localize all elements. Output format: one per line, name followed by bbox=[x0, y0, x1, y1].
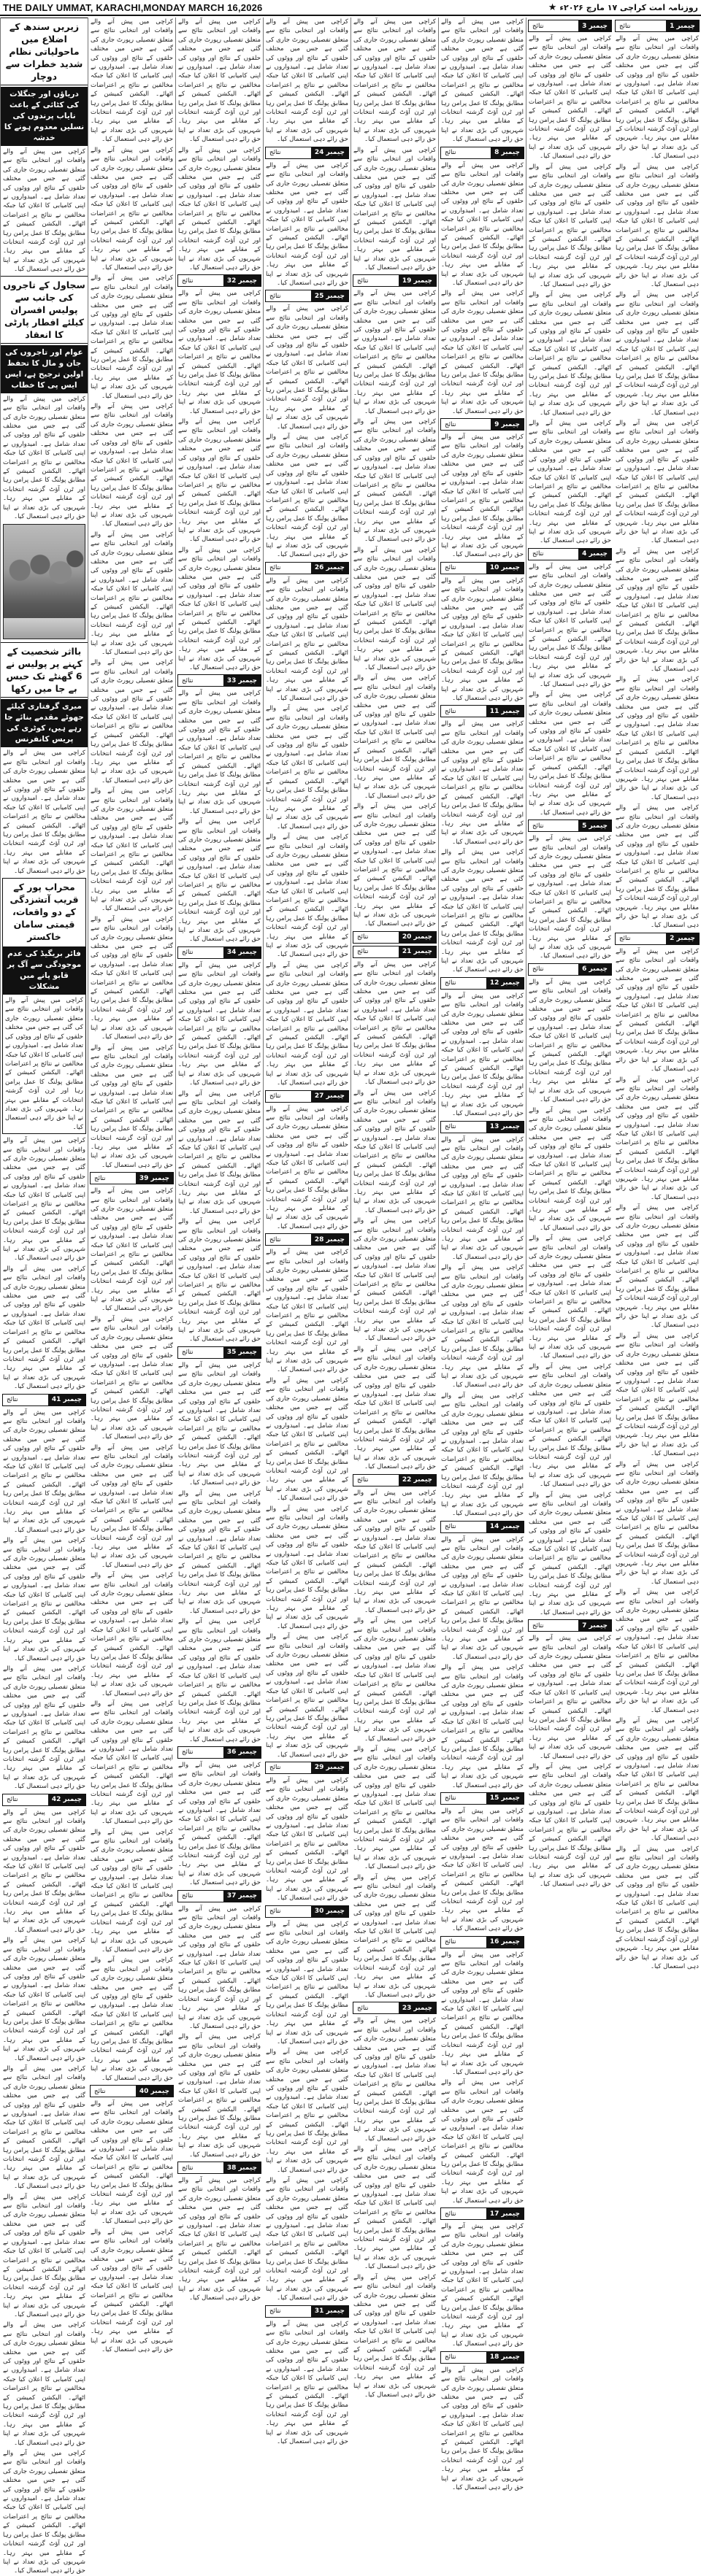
section-heading: چیمبر 15 نتائج bbox=[440, 1792, 524, 1805]
article-text: کراچی میں پیش آنے والے واقعات اور انتخابی نتائج سے متعلق تفصیلی رپورٹ جاری کی گئی ہے جس میں مختلف حلقوں کے نتائج اور ووٹوں کی تعداد شامل ہے۔ امیدواروں نے اپنی کامیابی کا اعلان کیا جبکہ مخالفین نے نتائج پر اعتراضات اٹھائے۔ الیکشن کمیشن کے مطابق پولنگ کا عمل پرامن رہا اور ٹرن آؤٹ گزشتہ انتخابات کے مقابلے میں بہتر رہا۔ شہریوں کی بڑی تعداد نے اپنا حق رائے دہی استعمال کیا۔ کراچی میں پیش آنے والے واقعات اور انتخابی نتائج سے متعلق تفصیلی رپورٹ جاری کی گئی ہے جس میں مختلف حلقوں کے نتائج اور ووٹوں کی تعداد شامل ہے۔ امیدواروں نے اپنی کامیابی کا اعلان کیا جبکہ مخالفین نے نتائج پر اعتراضات اٹھائے۔ الیکشن کمیشن کے مطابق پولنگ کا عمل پرامن رہا اور ٹرن آؤٹ گزشتہ انتخابات کے مقابلے میں بہتر رہا۔ شہریوں کی بڑی تعداد نے اپنا حق رائے دہی استعمال کیا۔ کراچی میں پیش آنے والے واقعات اور انتخابی نتائج سے متعلق تفصیلی رپورٹ جاری کی گئی ہے جس میں مختلف حلقوں کے نتائج اور ووٹوں کی تعداد شامل ہے۔ امیدواروں نے اپنی کامیابی کا اعلان کیا جبکہ مخالفین نے نتائج پر اعتراضات اٹھائے۔ الیکشن کمیشن کے مطابق پولنگ کا عمل پرامن رہا اور ٹرن آؤٹ گزشتہ انتخابات کے مقابلے میں بہتر رہا۔ شہریوں کی بڑی تعداد نے اپنا حق رائے دہی استعمال کیا۔ bbox=[177, 961, 261, 1343]
article-text: کراچی میں پیش آنے والے واقعات اور انتخابی نتائج سے متعلق تفصیلی رپورٹ جاری کی گئی ہے جس میں مختلف حلقوں کے نتائج اور ووٹوں کی تعداد شامل ہے۔ امیدواروں نے اپنی کامیابی کا اعلان کیا جبکہ مخالفین نے نتائج پر اعتراضات اٹھائے۔ الیکشن کمیشن کے مطابق پولنگ کا عمل پرامن رہا اور ٹرن آؤٹ گزشتہ انتخابات کے مقابلے میں بہتر رہا۔ شہریوں کی بڑی تعداد نے اپنا حق رائے دہی استعمال کیا۔ کراچی میں پیش آنے والے واقعات اور انتخابی نتائج سے متعلق تفصیلی رپورٹ جاری کی گئی ہے جس میں مختلف حلقوں کے نتائج اور ووٹوں کی تعداد شامل ہے۔ امیدواروں نے اپنی کامیابی کا اعلان کیا جبکہ مخالفین نے نتائج پر اعتراضات اٹھائے۔ الیکشن کمیشن کے مطابق پولنگ کا عمل پرامن رہا اور ٹرن آؤٹ گزشتہ انتخابات کے مقابلے میں بہتر رہا۔ شہریوں کی بڑی تعداد نے اپنا حق رائے دہی استعمال کیا۔ bbox=[353, 18, 436, 271]
section-heading: چیمبر 23 نتائج bbox=[353, 2002, 437, 2014]
column-7 bbox=[88, 18, 175, 2353]
article-text: کراچی میں پیش آنے والے واقعات اور انتخابی نتائج سے متعلق تفصیلی رپورٹ جاری کی گئی ہے جس میں مختلف حلقوں کے نتائج اور ووٹوں کی تعداد شامل ہے۔ امیدواروں نے اپنی کامیابی کا اعلان کیا جبکہ مخالفین نے نتائج پر اعتراضات اٹھائے۔ الیکشن کمیشن کے مطابق پولنگ کا عمل پرامن رہا اور ٹرن آؤٹ گزشتہ انتخابات کے مقابلے میں بہتر رہا۔ شہریوں کی بڑی تعداد نے اپنا حق رائے دہی استعمال کیا۔ bbox=[265, 1105, 348, 1230]
article-text: کراچی میں پیش آنے والے واقعات اور انتخابی نتائج سے متعلق تفصیلی رپورٹ جاری کی گئی ہے جس میں مختلف حلقوں کے نتائج اور ووٹوں کی تعداد شامل ہے۔ امیدواروں نے اپنی کامیابی کا اعلان کیا جبکہ مخالفین نے نتائج پر اعتراضات اٹھائے۔ الیکشن کمیشن کے مطابق پولنگ کا عمل پرامن رہا اور ٹرن آؤٹ گزشتہ انتخابات کے مقابلے میں بہتر رہا۔ شہریوں کی بڑی تعداد نے اپنا حق رائے دہی استعمال کیا۔ bbox=[440, 2366, 524, 2491]
article-text: کراچی میں پیش آنے والے واقعات اور انتخابی نتائج سے متعلق تفصیلی رپورٹ جاری کی گئی ہے جس میں مختلف حلقوں کے نتائج اور ووٹوں کی تعداد شامل ہے۔ امیدواروں نے اپنی کامیابی کا اعلان کیا جبکہ مخالفین نے نتائج پر اعتراضات اٹھائے۔ الیکشن کمیشن کے مطابق پولنگ کا عمل پرامن رہا اور ٹرن آؤٹ گزشتہ انتخابات کے مقابلے میں بہتر رہا۔ شہریوں کی بڑی تعداد نے اپنا حق رائے دہی استعمال کیا۔ کراچی میں پیش آنے والے واقعات اور انتخابی نتائج سے متعلق تفصیلی رپورٹ جاری کی گئی ہے جس میں مختلف حلقوں کے نتائج اور ووٹوں کی تعداد شامل ہے۔ امیدواروں نے اپنی کامیابی کا اعلان کیا جبکہ مخالفین نے نتائج پر اعتراضات اٹھائے۔ الیکشن کمیشن کے مطابق پولنگ کا عمل پرامن رہا اور ٹرن آؤٹ گزشتہ انتخابات کے مقابلے میں بہتر رہا۔ شہریوں کی بڑی تعداد نے اپنا حق رائے دہی استعمال کیا۔ bbox=[440, 720, 524, 974]
photo-caption-band bbox=[4, 618, 85, 639]
columns bbox=[0, 18, 701, 2575]
article-text: کراچی میں پیش آنے والے واقعات اور انتخابی نتائج سے متعلق تفصیلی رپورٹ جاری کی گئی ہے جس میں مختلف حلقوں کے نتائج اور ووٹوں کی تعداد شامل ہے۔ امیدواروں نے اپنی کامیابی کا اعلان کیا جبکہ مخالفین نے نتائج پر اعتراضات اٹھائے۔ الیکشن کمیشن کے مطابق پولنگ کا عمل پرامن رہا اور ٹرن آؤٹ گزشتہ انتخابات کے مقابلے میں بہتر رہا۔ شہریوں کی بڑی تعداد نے اپنا حق رائے دہی استعمال کیا۔ کراچی میں پیش آنے والے واقعات اور انتخابی نتائج سے متعلق تفصیلی رپورٹ جاری کی گئی ہے جس میں مختلف حلقوں کے نتائج اور ووٹوں کی تعداد شامل ہے۔ امیدواروں نے اپنی کامیابی کا اعلان کیا جبکہ مخالفین نے نتائج پر اعتراضات اٹھائے۔ الیکشن کمیشن کے مطابق پولنگ کا عمل پرامن رہا اور ٹرن آؤٹ گزشتہ انتخابات کے مقابلے میں بہتر رہا۔ شہریوں کی بڑی تعداد نے اپنا حق رائے دہی استعمال کیا۔ کراچی میں پیش آنے والے واقعات اور انتخابی نتائج سے متعلق تفصیلی رپورٹ جاری کی گئی ہے جس میں مختلف حلقوں کے نتائج اور ووٹوں کی تعداد شامل ہے۔ امیدواروں نے اپنی کامیابی کا اعلان کیا جبکہ مخالفین نے نتائج پر اعتراضات اٹھائے۔ الیکشن کمیشن کے مطابق پولنگ کا عمل پرامن رہا اور ٹرن آؤٹ گزشتہ انتخابات کے مقابلے میں بہتر رہا۔ شہریوں کی بڑی تعداد نے اپنا حق رائے دہی استعمال کیا۔ کراچی میں پیش آنے والے واقعات اور انتخابی نتائج سے متعلق تفصیلی رپورٹ جاری کی گئی ہے جس میں مختلف حلقوں کے نتائج اور ووٹوں کی تعداد شامل ہے۔ امیدواروں نے اپنی کامیابی کا اعلان کیا جبکہ مخالفین نے نتائج پر اعتراضات اٹھائے۔ الیکشن کمیشن کے مطابق پولنگ کا عمل پرامن رہا اور ٹرن آؤٹ گزشتہ انتخابات کے مقابلے میں بہتر رہا۔ شہریوں کی بڑی تعداد نے اپنا حق رائے دہی استعمال کیا۔ کراچی میں پیش آنے والے واقعات اور انتخابی نتائج سے متعلق تفصیلی رپورٹ جاری کی گئی ہے جس میں مختلف حلقوں کے نتائج اور ووٹوں کی تعداد شامل ہے۔ امیدواروں نے اپنی کامیابی کا اعلان کیا جبکہ مخالفین نے نتائج پر اعتراضات اٹھائے۔ الیکشن کمیشن کے مطابق پولنگ کا عمل پرامن رہا اور ٹرن آؤٹ گزشتہ انتخابات کے مقابلے میں بہتر رہا۔ شہریوں کی بڑی تعداد نے اپنا حق رائے دہی استعمال کیا۔ کراچی میں پیش آنے والے واقعات اور انتخابی نتائج سے متعلق تفصیلی رپورٹ جاری کی گئی ہے جس میں مختلف حلقوں کے نتائج اور ووٹوں کی تعداد شامل ہے۔ امیدواروں نے اپنی کامیابی کا اعلان کیا جبکہ مخالفین نے نتائج پر اعتراضات اٹھائے۔ الیکشن کمیشن کے مطابق پولنگ کا عمل پرامن رہا اور ٹرن آؤٹ گزشتہ انتخابات کے مقابلے میں بہتر رہا۔ شہریوں کی بڑی تعداد نے اپنا حق رائے دہی استعمال کیا۔ کراچی میں پیش آنے والے واقعات اور انتخابی نتائج سے متعلق تفصیلی رپورٹ جاری کی گئی ہے جس میں مختلف حلقوں کے نتائج اور ووٹوں کی تعداد شامل ہے۔ امیدواروں نے اپنی کامیابی کا اعلان کیا جبکہ مخالفین نے نتائج پر اعتراضات اٹھائے۔ الیکشن کمیشن کے مطابق پولنگ کا عمل پرامن رہا اور ٹرن آؤٹ گزشتہ انتخابات کے مقابلے میں بہتر رہا۔ شہریوں کی بڑی تعداد نے اپنا حق رائے دہی استعمال کیا۔ کراچی میں پیش آنے والے واقعات اور انتخابی نتائج سے متعلق تفصیلی رپورٹ جاری کی گئی ہے جس میں مختلف حلقوں کے نتائج اور ووٹوں کی تعداد شامل ہے۔ امیدواروں نے اپنی کامیابی کا اعلان کیا جبکہ مخالفین نے نتائج پر اعتراضات اٹھائے۔ الیکشن کمیشن کے مطابق پولنگ کا عمل پرامن رہا اور ٹرن آؤٹ گزشتہ انتخابات کے مقابلے میں بہتر رہا۔ شہریوں کی بڑی تعداد نے اپنا حق رائے دہی استعمال کیا۔ bbox=[616, 947, 699, 1970]
article-text: کراچی میں پیش آنے والے واقعات اور انتخابی نتائج سے متعلق تفصیلی رپورٹ جاری کی گئی ہے جس میں مختلف حلقوں کے نتائج اور ووٹوں کی تعداد شامل ہے۔ امیدواروں نے اپنی کامیابی کا اعلان کیا جبکہ مخالفین نے نتائج پر اعتراضات اٹھائے۔ الیکشن کمیشن کے مطابق پولنگ کا عمل پرامن رہا اور ٹرن آؤٹ گزشتہ انتخابات کے مقابلے میں بہتر رہا۔ شہریوں کی بڑی تعداد نے اپنا حق رائے دہی استعمال کیا۔ کراچی میں پیش آنے والے واقعات اور انتخابی نتائج سے متعلق تفصیلی رپورٹ جاری کی گئی ہے جس میں مختلف حلقوں کے نتائج اور ووٹوں کی تعداد شامل ہے۔ امیدواروں نے اپنی کامیابی کا اعلان کیا جبکہ مخالفین نے نتائج پر اعتراضات اٹھائے۔ الیکشن کمیشن کے مطابق پولنگ کا عمل پرامن رہا اور ٹرن آؤٹ گزشتہ انتخابات کے مقابلے میں بہتر رہا۔ شہریوں کی بڑی تعداد نے اپنا حق رائے دہی استعمال کیا۔ bbox=[265, 305, 348, 559]
article-text: کراچی میں پیش آنے والے واقعات اور انتخابی نتائج سے متعلق تفصیلی رپورٹ جاری کی گئی ہے جس میں مختلف حلقوں کے نتائج اور ووٹوں کی تعداد شامل ہے۔ امیدواروں نے اپنی کامیابی کا اعلان کیا جبکہ مخالفین نے نتائج پر اعتراضات اٹھائے۔ الیکشن کمیشن کے مطابق پولنگ کا عمل پرامن رہا اور ٹرن آؤٹ گزشتہ انتخابات کے مقابلے میں بہتر رہا۔ شہریوں کی بڑی تعداد نے اپنا حق رائے دہی استعمال کیا۔ کراچی میں پیش آنے والے واقعات اور انتخابی نتائج سے متعلق تفصیلی رپورٹ جاری کی گئی ہے جس میں مختلف حلقوں کے نتائج اور ووٹوں کی تعداد شامل ہے۔ امیدواروں نے اپنی کامیابی کا اعلان کیا جبکہ مخالفین نے نتائج پر اعتراضات اٹھائے۔ الیکشن کمیشن کے مطابق پولنگ کا عمل پرامن رہا اور ٹرن آؤٹ گزشتہ انتخابات کے مقابلے میں بہتر رہا۔ شہریوں کی بڑی تعداد نے اپنا حق رائے دہی استعمال کیا۔ کراچی میں پیش آنے والے واقعات اور انتخابی نتائج سے متعلق تفصیلی رپورٹ جاری کی گئی ہے جس میں مختلف حلقوں کے نتائج اور ووٹوں کی تعداد شامل ہے۔ امیدواروں نے اپنی کامیابی کا اعلان کیا جبکہ مخالفین نے نتائج پر اعتراضات اٹھائے۔ الیکشن کمیشن کے مطابق پولنگ کا عمل پرامن رہا اور ٹرن آؤٹ گزشتہ انتخابات کے مقابلے میں بہتر رہا۔ شہریوں کی بڑی تعداد نے اپنا حق رائے دہی استعمال کیا۔ bbox=[177, 290, 261, 672]
article-text: کراچی میں پیش آنے والے واقعات اور انتخابی نتائج سے متعلق تفصیلی رپورٹ جاری کی گئی ہے جس میں مختلف حلقوں کے نتائج اور ووٹوں کی تعداد شامل ہے۔ امیدواروں نے اپنی کامیابی کا اعلان کیا جبکہ مخالفین نے نتائج پر اعتراضات اٹھائے۔ الیکشن کمیشن کے مطابق پولنگ کا عمل پرامن رہا اور ٹرن آؤٹ گزشتہ انتخابات کے مقابلے میں بہتر رہا۔ شہریوں کی بڑی تعداد نے اپنا حق رائے دہی استعمال کیا۔ کراچی میں پیش آنے والے واقعات اور انتخابی نتائج سے متعلق تفصیلی رپورٹ جاری کی گئی ہے جس میں مختلف حلقوں کے نتائج اور ووٹوں کی تعداد شامل ہے۔ امیدواروں نے اپنی کامیابی کا اعلان کیا جبکہ مخالفین نے نتائج پر اعتراضات اٹھائے۔ الیکشن کمیشن کے مطابق پولنگ کا عمل پرامن رہا اور ٹرن آؤٹ گزشتہ انتخابات کے مقابلے میں بہتر رہا۔ شہریوں کی بڑی تعداد نے اپنا حق رائے دہی استعمال کیا۔ کراچی میں پیش آنے والے واقعات اور انتخابی نتائج سے متعلق تفصیلی رپورٹ جاری کی گئی ہے جس میں مختلف حلقوں کے نتائج اور ووٹوں کی تعداد شامل ہے۔ امیدواروں نے اپنی کامیابی کا اعلان کیا جبکہ مخالفین نے نتائج پر اعتراضات اٹھائے۔ الیکشن کمیشن کے مطابق پولنگ کا عمل پرامن رہا اور ٹرن آؤٹ گزشتہ انتخابات کے مقابلے میں بہتر رہا۔ شہریوں کی بڑی تعداد نے اپنا حق رائے دہی استعمال کیا۔ کراچی میں پیش آنے والے واقعات اور انتخابی نتائج سے متعلق تفصیلی رپورٹ جاری کی گئی ہے جس میں مختلف حلقوں کے نتائج اور ووٹوں کی تعداد شامل ہے۔ امیدواروں نے اپنی کامیابی کا اعلان کیا جبکہ مخالفین نے نتائج پر اعتراضات اٹھائے۔ الیکشن کمیشن کے مطابق پولنگ کا عمل پرامن رہا اور ٹرن آؤٹ گزشتہ انتخابات کے مقابلے میں بہتر رہا۔ شہریوں کی بڑی تعداد نے اپنا حق رائے دہی استعمال کیا۔ bbox=[528, 35, 611, 545]
article-text: کراچی میں پیش آنے والے واقعات اور انتخابی نتائج سے متعلق تفصیلی رپورٹ جاری کی گئی ہے جس میں مختلف حلقوں کے نتائج اور ووٹوں کی تعداد شامل ہے۔ امیدواروں نے اپنی کامیابی کا اعلان کیا جبکہ مخالفین نے نتائج پر اعتراضات اٹھائے۔ الیکشن کمیشن کے مطابق پولنگ کا عمل پرامن رہا اور ٹرن آؤٹ گزشتہ انتخابات کے مقابلے میں بہتر رہا۔ شہریوں کی بڑی تعداد نے اپنا حق رائے دہی استعمال کیا۔ bbox=[440, 18, 524, 144]
article-text: کراچی میں پیش آنے والے واقعات اور انتخابی نتائج سے متعلق تفصیلی رپورٹ جاری کی گئی ہے جس میں مختلف حلقوں کے نتائج اور ووٹوں کی تعداد شامل ہے۔ امیدواروں نے اپنی کامیابی کا اعلان کیا جبکہ مخالفین نے نتائج پر اعتراضات اٹھائے۔ الیکشن کمیشن کے مطابق پولنگ کا عمل پرامن رہا اور ٹرن آؤٹ گزشتہ انتخابات کے مقابلے میں بہتر رہا۔ شہریوں کی بڑی تعداد نے اپنا حق رائے دہی استعمال کیا۔ bbox=[440, 992, 524, 1118]
article-text: کراچی میں پیش آنے والے واقعات اور انتخابی نتائج سے متعلق تفصیلی رپورٹ جاری کی گئی ہے جس میں مختلف حلقوں کے نتائج اور ووٹوں کی تعداد شامل ہے۔ امیدواروں نے اپنی کامیابی کا اعلان کیا جبکہ مخالفین نے نتائج پر اعتراضات اٹھائے۔ الیکشن کمیشن کے مطابق پولنگ کا عمل پرامن رہا اور ٹرن آؤٹ گزشتہ انتخابات کے مقابلے میں بہتر رہا۔ شہریوں کی بڑی تعداد نے اپنا حق رائے دہی استعمال کیا۔ bbox=[2, 148, 85, 274]
section-heading: چیمبر 25 نتائج bbox=[265, 290, 349, 302]
section-heading: چیمبر 27 نتائج bbox=[265, 1090, 349, 1103]
article-text: کراچی میں پیش آنے والے واقعات اور انتخابی نتائج سے متعلق تفصیلی رپورٹ جاری کی گئی ہے جس میں مختلف حلقوں کے نتائج اور ووٹوں کی تعداد شامل ہے۔ امیدواروں نے اپنی کامیابی کا اعلان کیا جبکہ مخالفین نے نتائج پر اعتراضات اٹھائے۔ الیکشن کمیشن کے مطابق پولنگ کا عمل پرامن رہا اور ٹرن آؤٹ گزشتہ انتخابات کے مقابلے میں بہتر رہا۔ شہریوں کی بڑی تعداد نے اپنا حق رائے دہی استعمال کیا۔ کراچی میں پیش آنے والے واقعات اور انتخابی نتائج سے متعلق تفصیلی رپورٹ جاری کی گئی ہے جس میں مختلف حلقوں کے نتائج اور ووٹوں کی تعداد شامل ہے۔ امیدواروں نے اپنی کامیابی کا اعلان کیا جبکہ مخالفین نے نتائج پر اعتراضات اٹھائے۔ الیکشن کمیشن کے مطابق پولنگ کا عمل پرامن رہا اور ٹرن آؤٹ گزشتہ انتخابات کے مقابلے میں بہتر رہا۔ شہریوں کی بڑی تعداد نے اپنا حق رائے دہی استعمال کیا۔ کراچی میں پیش آنے والے واقعات اور انتخابی نتائج سے متعلق تفصیلی رپورٹ جاری کی گئی ہے جس میں مختلف حلقوں کے نتائج اور ووٹوں کی تعداد شامل ہے۔ امیدواروں نے اپنی کامیابی کا اعلان کیا جبکہ مخالفین نے نتائج پر اعتراضات اٹھائے۔ الیکشن کمیشن کے مطابق پولنگ کا عمل پرامن رہا اور ٹرن آؤٹ گزشتہ انتخابات کے مقابلے میں بہتر رہا۔ شہریوں کی بڑی تعداد نے اپنا حق رائے دہی استعمال کیا۔ کراچی میں پیش آنے والے واقعات اور انتخابی نتائج سے متعلق تفصیلی رپورٹ جاری کی گئی ہے جس میں مختلف حلقوں کے نتائج اور ووٹوں کی تعداد شامل ہے۔ امیدواروں نے اپنی کامیابی کا اعلان کیا جبکہ مخالفین نے نتائج پر اعتراضات اٹھائے۔ الیکشن کمیشن کے مطابق پولنگ کا عمل پرامن رہا اور ٹرن آؤٹ گزشتہ انتخابات کے مقابلے میں بہتر رہا۔ شہریوں کی بڑی تعداد نے اپنا حق رائے دہی استعمال کیا۔ bbox=[265, 1249, 348, 1759]
article-text: کراچی میں پیش آنے والے واقعات اور انتخابی نتائج سے متعلق تفصیلی رپورٹ جاری کی گئی ہے جس میں مختلف حلقوں کے نتائج اور ووٹوں کی تعداد شامل ہے۔ امیدواروں نے اپنی کامیابی کا اعلان کیا جبکہ مخالفین نے نتائج پر اعتراضات اٹھائے۔ الیکشن کمیشن کے مطابق پولنگ کا عمل پرامن رہا اور ٹرن آؤٹ گزشتہ انتخابات کے مقابلے میں بہتر رہا۔ شہریوں کی بڑی تعداد نے اپنا حق رائے دہی استعمال کیا۔ کراچی میں پیش آنے والے واقعات اور انتخابی نتائج سے متعلق تفصیلی رپورٹ جاری کی گئی ہے جس میں مختلف حلقوں کے نتائج اور ووٹوں کی تعداد شامل ہے۔ امیدواروں نے اپنی کامیابی کا اعلان کیا جبکہ مخالفین نے نتائج پر اعتراضات اٹھائے۔ الیکشن کمیشن کے مطابق پولنگ کا عمل پرامن رہا اور ٹرن آؤٹ گزشتہ انتخابات کے مقابلے میں بہتر رہا۔ شہریوں کی بڑی تعداد نے اپنا حق رائے دہی استعمال کیا۔ کراچی میں پیش آنے والے واقعات اور انتخابی نتائج سے متعلق تفصیلی رپورٹ جاری کی گئی ہے جس میں مختلف حلقوں کے نتائج اور ووٹوں کی تعداد شامل ہے۔ امیدواروں نے اپنی کامیابی کا اعلان کیا جبکہ مخالفین نے نتائج پر اعتراضات اٹھائے۔ الیکشن کمیشن کے مطابق پولنگ کا عمل پرامن رہا اور ٹرن آؤٹ گزشتہ انتخابات کے مقابلے میں بہتر رہا۔ شہریوں کی بڑی تعداد نے اپنا حق رائے دہی استعمال کیا۔ کراچی میں پیش آنے والے واقعات اور انتخابی نتائج سے متعلق تفصیلی رپورٹ جاری کی گئی ہے جس میں مختلف حلقوں کے نتائج اور ووٹوں کی تعداد شامل ہے۔ امیدواروں نے اپنی کامیابی کا اعلان کیا جبکہ مخالفین نے نتائج پر اعتراضات اٹھائے۔ الیکشن کمیشن کے مطابق پولنگ کا عمل پرامن رہا اور ٹرن آؤٹ گزشتہ انتخابات کے مقابلے میں بہتر رہا۔ شہریوں کی بڑی تعداد نے اپنا حق رائے دہی استعمال کیا۔ bbox=[353, 960, 436, 1471]
article-text: کراچی میں پیش آنے والے واقعات اور انتخابی نتائج سے متعلق تفصیلی رپورٹ جاری کی گئی ہے جس میں مختلف حلقوں کے نتائج اور ووٹوں کی تعداد شامل ہے۔ امیدواروں نے اپنی کامیابی کا اعلان کیا جبکہ مخالفین نے نتائج پر اعتراضات اٹھائے۔ الیکشن کمیشن کے مطابق پولنگ کا عمل پرامن رہا اور ٹرن آؤٹ گزشتہ انتخابات کے مقابلے میں بہتر رہا۔ شہریوں کی بڑی تعداد نے اپنا حق رائے دہی استعمال کیا۔ کراچی میں پیش آنے والے واقعات اور انتخابی نتائج سے متعلق تفصیلی رپورٹ جاری کی گئی ہے جس میں مختلف حلقوں کے نتائج اور ووٹوں کی تعداد شامل ہے۔ امیدواروں نے اپنی کامیابی کا اعلان کیا جبکہ مخالفین نے نتائج پر اعتراضات اٹھائے۔ الیکشن کمیشن کے مطابق پولنگ کا عمل پرامن رہا اور ٹرن آؤٹ گزشتہ انتخابات کے مقابلے میں بہتر رہا۔ شہریوں کی بڑی تعداد نے اپنا حق رائے دہی استعمال کیا۔ کراچی میں پیش آنے والے واقعات اور انتخابی نتائج سے متعلق تفصیلی رپورٹ جاری کی گئی ہے جس میں مختلف حلقوں کے نتائج اور ووٹوں کی تعداد شامل ہے۔ امیدواروں نے اپنی کامیابی کا اعلان کیا جبکہ مخالفین نے نتائج پر اعتراضات اٹھائے۔ الیکشن کمیشن کے مطابق پولنگ کا عمل پرامن رہا اور ٹرن آؤٹ گزشتہ انتخابات کے مقابلے میں بہتر رہا۔ شہریوں کی بڑی تعداد نے اپنا حق رائے دہی استعمال کیا۔ کراچی میں پیش آنے والے واقعات اور انتخابی نتائج سے متعلق تفصیلی رپورٹ جاری کی گئی ہے جس میں مختلف حلقوں کے نتائج اور ووٹوں کی تعداد شامل ہے۔ امیدواروں نے اپنی کامیابی کا اعلان کیا جبکہ مخالفین نے نتائج پر اعتراضات اٹھائے۔ الیکشن کمیشن کے مطابق پولنگ کا عمل پرامن رہا اور ٹرن آؤٹ گزشتہ انتخابات کے مقابلے میں بہتر رہا۔ شہریوں کی بڑی تعداد نے اپنا حق رائے دہی استعمال کیا۔ bbox=[353, 1489, 436, 1999]
section-heading: چیمبر 41 نتائج bbox=[2, 1394, 86, 1406]
section-heading: چیمبر 22 نتائج bbox=[353, 1474, 437, 1486]
section-heading: چیمبر 2 نتائج bbox=[615, 933, 700, 945]
section-heading: چیمبر 38 نتائج bbox=[177, 2162, 261, 2174]
star-icon: ★ bbox=[548, 1, 557, 13]
article-text: کراچی میں پیش آنے والے واقعات اور انتخابی نتائج سے متعلق تفصیلی رپورٹ جاری کی گئی ہے جس میں مختلف حلقوں کے نتائج اور ووٹوں کی تعداد شامل ہے۔ امیدواروں نے اپنی کامیابی کا اعلان کیا جبکہ مخالفین نے نتائج پر اعتراضات اٹھائے۔ الیکشن کمیشن کے مطابق پولنگ کا عمل پرامن رہا اور ٹرن آؤٹ گزشتہ انتخابات کے مقابلے میں بہتر رہا۔ شہریوں کی بڑی تعداد نے اپنا حق رائے دہی استعمال کیا۔ کراچی میں پیش آنے والے واقعات اور انتخابی نتائج سے متعلق تفصیلی رپورٹ جاری کی گئی ہے جس میں مختلف حلقوں کے نتائج اور ووٹوں کی تعداد شامل ہے۔ امیدواروں نے اپنی کامیابی کا اعلان کیا جبکہ مخالفین نے نتائج پر اعتراضات اٹھائے۔ الیکشن کمیشن کے مطابق پولنگ کا عمل پرامن رہا اور ٹرن آؤٹ گزشتہ انتخابات کے مقابلے میں بہتر رہا۔ شہریوں کی بڑی تعداد نے اپنا حق رائے دہی استعمال کیا۔ کراچی میں پیش آنے والے واقعات اور انتخابی نتائج سے متعلق تفصیلی رپورٹ جاری کی گئی ہے جس میں مختلف حلقوں کے نتائج اور ووٹوں کی تعداد شامل ہے۔ امیدواروں نے اپنی کامیابی کا اعلان کیا جبکہ مخالفین نے نتائج پر اعتراضات اٹھائے۔ الیکشن کمیشن کے مطابق پولنگ کا عمل پرامن رہا اور ٹرن آؤٹ گزشتہ انتخابات کے مقابلے میں بہتر رہا۔ شہریوں کی بڑی تعداد نے اپنا حق رائے دہی استعمال کیا۔ bbox=[265, 1920, 348, 2302]
headline-fire: محراب پور کے قریب آتشزدگی کے دو واقعات، قیمتی سامان خاکستر bbox=[9, 882, 79, 943]
section-heading: چیمبر 11 نتائج bbox=[440, 705, 524, 717]
subheadline-environment: دریاؤں اور جنگلات کی کٹائی کے باعث نایاب پرندوں کی نسلیں معدوم ہونے کا خدشہ bbox=[1, 87, 88, 146]
article-text: کراچی میں پیش آنے والے واقعات اور انتخابی نتائج سے متعلق تفصیلی رپورٹ جاری کی گئی ہے جس میں مختلف حلقوں کے نتائج اور ووٹوں کی تعداد شامل ہے۔ امیدواروں نے اپنی کامیابی کا اعلان کیا جبکہ مخالفین نے نتائج پر اعتراضات اٹھائے۔ الیکشن کمیشن کے مطابق پولنگ کا عمل پرامن رہا اور ٹرن آؤٹ گزشتہ انتخابات کے مقابلے میں بہتر رہا۔ شہریوں کی بڑی تعداد نے اپنا حق رائے دہی استعمال کیا۔ کراچی میں پیش آنے والے واقعات اور انتخابی نتائج سے متعلق تفصیلی رپورٹ جاری کی گئی ہے جس میں مختلف حلقوں کے نتائج اور ووٹوں کی تعداد شامل ہے۔ امیدواروں نے اپنی کامیابی کا اعلان کیا جبکہ مخالفین نے نتائج پر اعتراضات اٹھائے۔ الیکشن کمیشن کے مطابق پولنگ کا عمل پرامن رہا اور ٹرن آؤٹ گزشتہ انتخابات کے مقابلے میں بہتر رہا۔ شہریوں کی بڑی تعداد نے اپنا حق رائے دہی استعمال کیا۔ کراچی میں پیش آنے والے واقعات اور انتخابی نتائج سے متعلق تفصیلی رپورٹ جاری کی گئی ہے جس میں مختلف حلقوں کے نتائج اور ووٹوں کی تعداد شامل ہے۔ امیدواروں نے اپنی کامیابی کا اعلان کیا جبکہ مخالفین نے نتائج پر اعتراضات اٹھائے۔ الیکشن کمیشن کے مطابق پولنگ کا عمل پرامن رہا اور ٹرن آؤٹ گزشتہ انتخابات کے مقابلے میں بہتر رہا۔ شہریوں کی بڑی تعداد نے اپنا حق رائے دہی استعمال کیا۔ bbox=[353, 2017, 436, 2399]
article-text: کراچی میں پیش آنے والے واقعات اور انتخابی نتائج سے متعلق تفصیلی رپورٹ جاری کی گئی ہے جس میں مختلف حلقوں کے نتائج اور ووٹوں کی تعداد شامل ہے۔ امیدواروں نے اپنی کامیابی کا اعلان کیا جبکہ مخالفین نے نتائج پر اعتراضات اٹھائے۔ الیکشن کمیشن کے مطابق پولنگ کا عمل پرامن رہا اور ٹرن آؤٹ گزشتہ انتخابات کے مقابلے میں بہتر رہا۔ شہریوں کی بڑی تعداد نے اپنا حق رائے دہی استعمال کیا۔ bbox=[528, 835, 611, 960]
article-text: کراچی میں پیش آنے والے واقعات اور انتخابی نتائج سے متعلق تفصیلی رپورٹ جاری کی گئی ہے جس میں مختلف حلقوں کے نتائج اور ووٹوں کی تعداد شامل ہے۔ امیدواروں نے اپنی کامیابی کا اعلان کیا جبکہ مخالفین نے نتائج پر اعتراضات اٹھائے۔ الیکشن کمیشن کے مطابق پولنگ کا عمل پرامن رہا اور ٹرن آؤٹ گزشتہ انتخابات کے مقابلے میں بہتر رہا۔ شہریوں کی بڑی تعداد نے اپنا حق رائے دہی استعمال کیا۔ کراچی میں پیش آنے والے واقعات اور انتخابی نتائج سے متعلق تفصیلی رپورٹ جاری کی گئی ہے جس میں مختلف حلقوں کے نتائج اور ووٹوں کی تعداد شامل ہے۔ امیدواروں نے اپنی کامیابی کا اعلان کیا جبکہ مخالفین نے نتائج پر اعتراضات اٹھائے۔ الیکشن کمیشن کے مطابق پولنگ کا عمل پرامن رہا اور ٹرن آؤٹ گزشتہ انتخابات کے مقابلے میں بہتر رہا۔ شہریوں کی بڑی تعداد نے اپنا حق رائے دہی استعمال کیا۔ bbox=[440, 1535, 524, 1789]
section-heading: چیمبر 19 نتائج bbox=[353, 274, 437, 287]
news-photo bbox=[3, 524, 85, 639]
article-text: کراچی میں پیش آنے والے واقعات اور انتخابی نتائج سے متعلق تفصیلی رپورٹ جاری کی گئی ہے جس میں مختلف حلقوں کے نتائج اور ووٹوں کی تعداد شامل ہے۔ امیدواروں نے اپنی کامیابی کا اعلان کیا جبکہ مخالفین نے نتائج پر اعتراضات اٹھائے۔ الیکشن کمیشن کے مطابق پولنگ کا عمل پرامن رہا اور ٹرن آؤٹ گزشتہ انتخابات کے مقابلے میں بہتر رہا۔ شہریوں کی بڑی تعداد نے اپنا حق رائے دہی استعمال کیا۔ کراچی میں پیش آنے والے واقعات اور انتخابی نتائج سے متعلق تفصیلی رپورٹ جاری کی گئی ہے جس میں مختلف حلقوں کے نتائج اور ووٹوں کی تعداد شامل ہے۔ امیدواروں نے اپنی کامیابی کا اعلان کیا جبکہ مخالفین نے نتائج پر اعتراضات اٹھائے۔ الیکشن کمیشن کے مطابق پولنگ کا عمل پرامن رہا اور ٹرن آؤٹ گزشتہ انتخابات کے مقابلے میں بہتر رہا۔ شہریوں کی بڑی تعداد نے اپنا حق رائے دہی استعمال کیا۔ bbox=[440, 161, 524, 415]
masthead-urdu-title bbox=[548, 2, 698, 13]
article-text: کراچی میں پیش آنے والے واقعات اور انتخابی نتائج سے متعلق تفصیلی رپورٹ جاری کی گئی ہے جس میں مختلف حلقوں کے نتائج اور ووٹوں کی تعداد شامل ہے۔ امیدواروں نے اپنی کامیابی کا اعلان کیا جبکہ مخالفین نے نتائج پر اعتراضات اٹھائے۔ الیکشن کمیشن کے مطابق پولنگ کا عمل پرامن رہا اور ٹرن آؤٹ گزشتہ انتخابات کے مقابلے میں بہتر رہا۔ شہریوں کی بڑی تعداد نے اپنا حق رائے دہی استعمال کیا۔ کراچی میں پیش آنے والے واقعات اور انتخابی نتائج سے متعلق تفصیلی رپورٹ جاری کی گئی ہے جس میں مختلف حلقوں کے نتائج اور ووٹوں کی تعداد شامل ہے۔ امیدواروں نے اپنی کامیابی کا اعلان کیا جبکہ مخالفین نے نتائج پر اعتراضات اٹھائے۔ الیکشن کمیشن کے مطابق پولنگ کا عمل پرامن رہا اور ٹرن آؤٹ گزشتہ انتخابات کے مقابلے میں بہتر رہا۔ شہریوں کی بڑی تعداد نے اپنا حق رائے دہی استعمال کیا۔ bbox=[177, 690, 261, 944]
article-text: کراچی میں پیش آنے والے واقعات اور انتخابی نتائج سے متعلق تفصیلی رپورٹ جاری کی گئی ہے جس میں مختلف حلقوں کے نتائج اور ووٹوں کی تعداد شامل ہے۔ امیدواروں نے اپنی کامیابی کا اعلان کیا جبکہ مخالفین نے نتائج پر اعتراضات اٹھائے۔ الیکشن کمیشن کے مطابق پولنگ کا عمل پرامن رہا اور ٹرن آؤٹ گزشتہ انتخابات کے مقابلے میں بہتر رہا۔ شہریوں کی بڑی تعداد نے اپنا حق رائے دہی استعمال کیا۔ کراچی میں پیش آنے والے واقعات اور انتخابی نتائج سے متعلق تفصیلی رپورٹ جاری کی گئی ہے جس میں مختلف حلقوں کے نتائج اور ووٹوں کی تعداد شامل ہے۔ امیدواروں نے اپنی کامیابی کا اعلان کیا جبکہ مخالفین نے نتائج پر اعتراضات اٹھائے۔ الیکشن کمیشن کے مطابق پولنگ کا عمل پرامن رہا اور ٹرن آؤٹ گزشتہ انتخابات کے مقابلے میں بہتر رہا۔ شہریوں کی بڑی تعداد نے اپنا حق رائے دہی استعمال کیا۔ bbox=[90, 2100, 173, 2353]
headline-detention: بااثر شخصیت کے کہنے پر پولیس نے 6 گھنٹے تک حبس بے جا میں رکھا bbox=[1, 642, 88, 698]
masthead-urdu-text: روزنامہ امت کراچی ۱۷ مارچ ۲۰۲۶ء bbox=[559, 2, 698, 12]
section-heading: چیمبر 35 نتائج bbox=[177, 1346, 261, 1359]
article-text: کراچی میں پیش آنے والے واقعات اور انتخابی نتائج سے متعلق تفصیلی رپورٹ جاری کی گئی ہے جس میں مختلف حلقوں کے نتائج اور ووٹوں کی تعداد شامل ہے۔ امیدواروں نے اپنی کامیابی کا اعلان کیا جبکہ مخالفین نے نتائج پر اعتراضات اٹھائے۔ الیکشن کمیشن کے مطابق پولنگ کا عمل پرامن رہا اور ٹرن آؤٹ گزشتہ انتخابات کے مقابلے میں بہتر رہا۔ شہریوں کی بڑی تعداد نے اپنا حق رائے دہی استعمال کیا۔ کراچی میں پیش آنے والے واقعات اور انتخابی نتائج سے متعلق تفصیلی رپورٹ جاری کی گئی ہے جس میں مختلف حلقوں کے نتائج اور ووٹوں کی تعداد شامل ہے۔ امیدواروں نے اپنی کامیابی کا اعلان کیا جبکہ مخالفین نے نتائج پر اعتراضات اٹھائے۔ الیکشن کمیشن کے مطابق پولنگ کا عمل پرامن رہا اور ٹرن آؤٹ گزشتہ انتخابات کے مقابلے میں بہتر رہا۔ شہریوں کی بڑی تعداد نے اپنا حق رائے دہی استعمال کیا۔ کراچی میں پیش آنے والے واقعات اور انتخابی نتائج سے متعلق تفصیلی رپورٹ جاری کی گئی ہے جس میں مختلف حلقوں کے نتائج اور ووٹوں کی تعداد شامل ہے۔ امیدواروں نے اپنی کامیابی کا اعلان کیا جبکہ مخالفین نے نتائج پر اعتراضات اٹھائے۔ الیکشن کمیشن کے مطابق پولنگ کا عمل پرامن رہا اور ٹرن آؤٹ گزشتہ انتخابات کے مقابلے میں بہتر رہا۔ شہریوں کی بڑی تعداد نے اپنا حق رائے دہی استعمال کیا۔ کراچی میں پیش آنے والے واقعات اور انتخابی نتائج سے متعلق تفصیلی رپورٹ جاری کی گئی ہے جس میں مختلف حلقوں کے نتائج اور ووٹوں کی تعداد شامل ہے۔ امیدواروں نے اپنی کامیابی کا اعلان کیا جبکہ مخالفین نے نتائج پر اعتراضات اٹھائے۔ الیکشن کمیشن کے مطابق پولنگ کا عمل پرامن رہا اور ٹرن آؤٹ گزشتہ انتخابات کے مقابلے میں بہتر رہا۔ شہریوں کی بڑی تعداد نے اپنا حق رائے دہی استعمال کیا۔ کراچی میں پیش آنے والے واقعات اور انتخابی نتائج سے متعلق تفصیلی رپورٹ جاری کی گئی ہے جس میں مختلف حلقوں کے نتائج اور ووٹوں کی تعداد شامل ہے۔ امیدواروں نے اپنی کامیابی کا اعلان کیا جبکہ مخالفین نے نتائج پر اعتراضات اٹھائے۔ الیکشن کمیشن کے مطابق پولنگ کا عمل پرامن رہا اور ٹرن آؤٹ گزشتہ انتخابات کے مقابلے میں بہتر رہا۔ شہریوں کی بڑی تعداد نے اپنا حق رائے دہی استعمال کیا۔ کراچی میں پیش آنے والے واقعات اور انتخابی نتائج سے متعلق تفصیلی رپورٹ جاری کی گئی ہے جس میں مختلف حلقوں کے نتائج اور ووٹوں کی تعداد شامل ہے۔ امیدواروں نے اپنی کامیابی کا اعلان کیا جبکہ مخالفین نے نتائج پر اعتراضات اٹھائے۔ الیکشن کمیشن کے مطابق پولنگ کا عمل پرامن رہا اور ٹرن آؤٹ گزشتہ انتخابات کے مقابلے میں بہتر رہا۔ شہریوں کی بڑی تعداد نے اپنا حق رائے دہی استعمال کیا۔ کراچی میں پیش آنے والے واقعات اور انتخابی نتائج سے متعلق تفصیلی رپورٹ جاری کی گئی ہے جس میں مختلف حلقوں کے نتائج اور ووٹوں کی تعداد شامل ہے۔ امیدواروں نے اپنی کامیابی کا اعلان کیا جبکہ مخالفین نے نتائج پر اعتراضات اٹھائے۔ الیکشن کمیشن کے مطابق پولنگ کا عمل پرامن رہا اور ٹرن آؤٹ گزشتہ انتخابات کے مقابلے میں بہتر رہا۔ شہریوں کی بڑی تعداد نے اپنا حق رائے دہی استعمال کیا۔ bbox=[616, 35, 699, 930]
article-text: کراچی میں پیش آنے والے واقعات اور انتخابی نتائج سے متعلق تفصیلی رپورٹ جاری کی گئی ہے جس میں مختلف حلقوں کے نتائج اور ووٹوں کی تعداد شامل ہے۔ امیدواروں نے اپنی کامیابی کا اعلان کیا جبکہ مخالفین نے نتائج پر اعتراضات اٹھائے۔ الیکشن کمیشن کے مطابق پولنگ کا عمل پرامن رہا اور ٹرن آؤٹ گزشتہ انتخابات کے مقابلے میں بہتر رہا۔ شہریوں کی بڑی تعداد نے اپنا حق رائے دہی استعمال کیا۔ bbox=[2, 749, 85, 875]
section-heading: چیمبر 39 نتائج bbox=[90, 1172, 174, 1184]
article-text: کراچی میں پیش آنے والے واقعات اور انتخابی نتائج سے متعلق تفصیلی رپورٹ جاری کی گئی ہے جس میں مختلف حلقوں کے نتائج اور ووٹوں کی تعداد شامل ہے۔ امیدواروں نے اپنی کامیابی کا اعلان کیا جبکہ مخالفین نے نتائج پر اعتراضات اٹھائے۔ الیکشن کمیشن کے مطابق پولنگ کا عمل پرامن رہا اور ٹرن آؤٹ گزشتہ انتخابات کے مقابلے میں بہتر رہا۔ شہریوں کی بڑی تعداد نے اپنا حق رائے دہی استعمال کیا۔ bbox=[440, 2223, 524, 2348]
article-text: کراچی میں پیش آنے والے واقعات اور انتخابی نتائج سے متعلق تفصیلی رپورٹ جاری کی گئی ہے جس میں مختلف حلقوں کے نتائج اور ووٹوں کی تعداد شامل ہے۔ امیدواروں نے اپنی کامیابی کا اعلان کیا جبکہ مخالفین نے نتائج پر اعتراضات اٹھائے۔ الیکشن کمیشن کے مطابق پولنگ کا عمل پرامن رہا اور ٹرن آؤٹ گزشتہ انتخابات کے مقابلے میں بہتر رہا۔ شہریوں کی بڑی تعداد نے اپنا حق رائے دہی استعمال کیا۔ bbox=[2, 395, 85, 520]
section-heading: چیمبر 36 نتائج bbox=[177, 1746, 261, 1759]
section-heading: چیمبر 3 نتائج bbox=[528, 20, 612, 32]
article-text: کراچی میں پیش آنے والے واقعات اور انتخابی نتائج سے متعلق تفصیلی رپورٹ جاری کی گئی ہے جس میں مختلف حلقوں کے نتائج اور ووٹوں کی تعداد شامل ہے۔ امیدواروں نے اپنی کامیابی کا اعلان کیا جبکہ مخالفین نے نتائج پر اعتراضات اٹھائے۔ الیکشن کمیشن کے مطابق پولنگ کا عمل پرامن رہا اور ٹرن آؤٹ گزشتہ انتخابات کے مقابلے میں بہتر رہا۔ شہریوں کی بڑی تعداد نے اپنا حق رائے دہی استعمال کیا۔ کراچی میں پیش آنے والے واقعات اور انتخابی نتائج سے متعلق تفصیلی رپورٹ جاری کی گئی ہے جس میں مختلف حلقوں کے نتائج اور ووٹوں کی تعداد شامل ہے۔ امیدواروں نے اپنی کامیابی کا اعلان کیا جبکہ مخالفین نے نتائج پر اعتراضات اٹھائے۔ الیکشن کمیشن کے مطابق پولنگ کا عمل پرامن رہا اور ٹرن آؤٹ گزشتہ انتخابات کے مقابلے میں بہتر رہا۔ شہریوں کی بڑی تعداد نے اپنا حق رائے دہی استعمال کیا۔ کراچی میں پیش آنے والے واقعات اور انتخابی نتائج سے متعلق تفصیلی رپورٹ جاری کی گئی ہے جس میں مختلف حلقوں کے نتائج اور ووٹوں کی تعداد شامل ہے۔ امیدواروں نے اپنی کامیابی کا اعلان کیا جبکہ مخالفین نے نتائج پر اعتراضات اٹھائے۔ الیکشن کمیشن کے مطابق پولنگ کا عمل پرامن رہا اور ٹرن آؤٹ گزشتہ انتخابات کے مقابلے میں بہتر رہا۔ شہریوں کی بڑی تعداد نے اپنا حق رائے دہی استعمال کیا۔ bbox=[2, 1408, 85, 1791]
section-heading: چیمبر 1 نتائج bbox=[615, 20, 700, 32]
section-heading: چیمبر 8 نتائج bbox=[440, 147, 524, 159]
column-4 bbox=[350, 18, 438, 2399]
headline-iftar: سجاول کے تاجروں کی جانب سے پولیس افسران کیلئے افطار پارٹی کا انعقاد bbox=[1, 276, 88, 344]
article-text: کراچی میں پیش آنے والے واقعات اور انتخابی نتائج سے متعلق تفصیلی رپورٹ جاری کی گئی ہے جس میں مختلف حلقوں کے نتائج اور ووٹوں کی تعداد شامل ہے۔ امیدواروں نے اپنی کامیابی کا اعلان کیا جبکہ مخالفین نے نتائج پر اعتراضات اٹھائے۔ الیکشن کمیشن کے مطابق پولنگ کا عمل پرامن رہا اور ٹرن آؤٹ گزشتہ انتخابات کے مقابلے میں بہتر رہا۔ شہریوں کی بڑی تعداد نے اپنا حق رائے دہی استعمال کیا۔ bbox=[440, 433, 524, 559]
subheadline-detention: میری گرفتاری کیلئے جھوٹے مقدمے بنائے جا رہے ہیں، کوٹری کی پریس کانفرنس bbox=[1, 699, 88, 747]
section-heading: چیمبر 32 نتائج bbox=[177, 274, 261, 287]
article-text: کراچی میں پیش آنے والے واقعات اور انتخابی نتائج سے متعلق تفصیلی رپورٹ جاری کی گئی ہے جس میں مختلف حلقوں کے نتائج اور ووٹوں کی تعداد شامل ہے۔ امیدواروں نے اپنی کامیابی کا اعلان کیا جبکہ مخالفین نے نتائج پر اعتراضات اٹھائے۔ الیکشن کمیشن کے مطابق پولنگ کا عمل پرامن رہا اور ٹرن آؤٹ گزشتہ انتخابات کے مقابلے میں بہتر رہا۔ شہریوں کی بڑی تعداد نے اپنا حق رائے دہی استعمال کیا۔ کراچی میں پیش آنے والے واقعات اور انتخابی نتائج سے متعلق تفصیلی رپورٹ جاری کی گئی ہے جس میں مختلف حلقوں کے نتائج اور ووٹوں کی تعداد شامل ہے۔ امیدواروں نے اپنی کامیابی کا اعلان کیا جبکہ مخالفین نے نتائج پر اعتراضات اٹھائے۔ الیکشن کمیشن کے مطابق پولنگ کا عمل پرامن رہا اور ٹرن آؤٹ گزشتہ انتخابات کے مقابلے میں بہتر رہا۔ شہریوں کی بڑی تعداد نے اپنا حق رائے دہی استعمال کیا۔ کراچی میں پیش آنے والے واقعات اور انتخابی نتائج سے متعلق تفصیلی رپورٹ جاری کی گئی ہے جس میں مختلف حلقوں کے نتائج اور ووٹوں کی تعداد شامل ہے۔ امیدواروں نے اپنی کامیابی کا اعلان کیا جبکہ مخالفین نے نتائج پر اعتراضات اٹھائے۔ الیکشن کمیشن کے مطابق پولنگ کا عمل پرامن رہا اور ٹرن آؤٹ گزشتہ انتخابات کے مقابلے میں بہتر رہا۔ شہریوں کی بڑی تعداد نے اپنا حق رائے دہی استعمال کیا۔ کراچی میں پیش آنے والے واقعات اور انتخابی نتائج سے متعلق تفصیلی رپورٹ جاری کی گئی ہے جس میں مختلف حلقوں کے نتائج اور ووٹوں کی تعداد شامل ہے۔ امیدواروں نے اپنی کامیابی کا اعلان کیا جبکہ مخالفین نے نتائج پر اعتراضات اٹھائے۔ الیکشن کمیشن کے مطابق پولنگ کا عمل پرامن رہا اور ٹرن آؤٹ گزشتہ انتخابات کے مقابلے میں بہتر رہا۔ شہریوں کی بڑی تعداد نے اپنا حق رائے دہی استعمال کیا۔ کراچی میں پیش آنے والے واقعات اور انتخابی نتائج سے متعلق تفصیلی رپورٹ جاری کی گئی ہے جس میں مختلف حلقوں کے نتائج اور ووٹوں کی تعداد شامل ہے۔ امیدواروں نے اپنی کامیابی کا اعلان کیا جبکہ مخالفین نے نتائج پر اعتراضات اٹھائے۔ الیکشن کمیشن کے مطابق پولنگ کا عمل پرامن رہا اور ٹرن آؤٹ گزشتہ انتخابات کے مقابلے میں بہتر رہا۔ شہریوں کی بڑی تعداد نے اپنا حق رائے دہی استعمال کیا۔ کراچی میں پیش آنے والے واقعات اور انتخابی نتائج سے متعلق تفصیلی رپورٹ جاری کی گئی ہے جس میں مختلف حلقوں کے نتائج اور ووٹوں کی تعداد شامل ہے۔ امیدواروں نے اپنی کامیابی کا اعلان کیا جبکہ مخالفین نے نتائج پر اعتراضات اٹھائے۔ الیکشن کمیشن کے مطابق پولنگ کا عمل پرامن رہا اور ٹرن آؤٹ گزشتہ انتخابات کے مقابلے میں بہتر رہا۔ شہریوں کی بڑی تعداد نے اپنا حق رائے دہی استعمال کیا۔ bbox=[2, 1808, 85, 2575]
article-text: کراچی میں پیش آنے والے واقعات اور انتخابی نتائج سے متعلق تفصیلی رپورٹ جاری کی گئی ہے جس میں مختلف حلقوں کے نتائج اور ووٹوں کی تعداد شامل ہے۔ امیدواروں نے اپنی کامیابی کا اعلان کیا جبکہ مخالفین نے نتائج پر اعتراضات اٹھائے۔ الیکشن کمیشن کے مطابق پولنگ کا عمل پرامن رہا اور ٹرن آؤٹ گزشتہ انتخابات کے مقابلے میں بہتر رہا۔ شہریوں کی بڑی تعداد نے اپنا حق رائے دہی استعمال کیا۔ کراچی میں پیش آنے والے واقعات اور انتخابی نتائج سے متعلق تفصیلی رپورٹ جاری کی گئی ہے جس میں مختلف حلقوں کے نتائج اور ووٹوں کی تعداد شامل ہے۔ امیدواروں نے اپنی کامیابی کا اعلان کیا جبکہ مخالفین نے نتائج پر اعتراضات اٹھائے۔ الیکشن کمیشن کے مطابق پولنگ کا عمل پرامن رہا اور ٹرن آؤٹ گزشتہ انتخابات کے مقابلے میں بہتر رہا۔ شہریوں کی بڑی تعداد نے اپنا حق رائے دہی استعمال کیا۔ کراچی میں پیش آنے والے واقعات اور انتخابی نتائج سے متعلق تفصیلی رپورٹ جاری کی گئی ہے جس میں مختلف حلقوں کے نتائج اور ووٹوں کی تعداد شامل ہے۔ امیدواروں نے اپنی کامیابی کا اعلان کیا جبکہ مخالفین نے نتائج پر اعتراضات اٹھائے۔ الیکشن کمیشن کے مطابق پولنگ کا عمل پرامن رہا اور ٹرن آؤٹ گزشتہ انتخابات کے مقابلے میں بہتر رہا۔ شہریوں کی بڑی تعداد نے اپنا حق رائے دہی استعمال کیا۔ کراچی میں پیش آنے والے واقعات اور انتخابی نتائج سے متعلق تفصیلی رپورٹ جاری کی گئی ہے جس میں مختلف حلقوں کے نتائج اور ووٹوں کی تعداد شامل ہے۔ امیدواروں نے اپنی کامیابی کا اعلان کیا جبکہ مخالفین نے نتائج پر اعتراضات اٹھائے۔ الیکشن کمیشن کے مطابق پولنگ کا عمل پرامن رہا اور ٹرن آؤٹ گزشتہ انتخابات کے مقابلے میں بہتر رہا۔ شہریوں کی بڑی تعداد نے اپنا حق رائے دہی استعمال کیا۔ کراچی میں پیش آنے والے واقعات اور انتخابی نتائج سے متعلق تفصیلی رپورٹ جاری کی گئی ہے جس میں مختلف حلقوں کے نتائج اور ووٹوں کی تعداد شامل ہے۔ امیدواروں نے اپنی کامیابی کا اعلان کیا جبکہ مخالفین نے نتائج پر اعتراضات اٹھائے۔ الیکشن کمیشن کے مطابق پولنگ کا عمل پرامن رہا اور ٹرن آؤٹ گزشتہ انتخابات کے مقابلے میں بہتر رہا۔ شہریوں کی بڑی تعداد نے اپنا حق رائے دہی استعمال کیا۔ bbox=[528, 978, 611, 1616]
section-heading: چیمبر 14 نتائج bbox=[440, 1521, 524, 1533]
article-text: کراچی میں پیش آنے والے واقعات اور انتخابی نتائج سے متعلق تفصیلی رپورٹ جاری کی گئی ہے جس میں مختلف حلقوں کے نتائج اور ووٹوں کی تعداد شامل ہے۔ امیدواروں نے اپنی کامیابی کا اعلان کیا جبکہ مخالفین نے نتائج پر اعتراضات اٹھائے۔ الیکشن کمیشن کے مطابق پولنگ کا عمل پرامن رہا اور ٹرن آؤٹ گزشتہ انتخابات کے مقابلے میں بہتر رہا۔ شہریوں کی بڑی تعداد نے اپنا حق رائے دہی استعمال کیا۔ کراچی میں پیش آنے والے واقعات اور انتخابی نتائج سے متعلق تفصیلی رپورٹ جاری کی گئی ہے جس میں مختلف حلقوں کے نتائج اور ووٹوں کی تعداد شامل ہے۔ امیدواروں نے اپنی کامیابی کا اعلان کیا جبکہ مخالفین نے نتائج پر اعتراضات اٹھائے۔ الیکشن کمیشن کے مطابق پولنگ کا عمل پرامن رہا اور ٹرن آؤٹ گزشتہ انتخابات کے مقابلے میں بہتر رہا۔ شہریوں کی بڑی تعداد نے اپنا حق رائے دہی استعمال کیا۔ bbox=[528, 563, 611, 817]
section-heading: چیمبر 6 نتائج bbox=[528, 963, 612, 976]
article-text: کراچی میں پیش آنے والے واقعات اور انتخابی نتائج سے متعلق تفصیلی رپورٹ جاری کی گئی ہے جس میں مختلف حلقوں کے نتائج اور ووٹوں کی تعداد شامل ہے۔ امیدواروں نے اپنی کامیابی کا اعلان کیا جبکہ مخالفین نے نتائج پر اعتراضات اٹھائے۔ الیکشن کمیشن کے مطابق پولنگ کا عمل پرامن رہا اور ٹرن آؤٹ گزشتہ انتخابات کے مقابلے میں بہتر رہا۔ شہریوں کی بڑی تعداد نے اپنا حق رائے دہی استعمال کیا۔ bbox=[440, 576, 524, 703]
section-heading: چیمبر 40 نتائج bbox=[90, 2085, 174, 2097]
article-text: کراچی میں پیش آنے والے واقعات اور انتخابی نتائج سے متعلق تفصیلی رپورٹ جاری کی گئی ہے جس میں مختلف حلقوں کے نتائج اور ووٹوں کی تعداد شامل ہے۔ امیدواروں نے اپنی کامیابی کا اعلان کیا جبکہ مخالفین نے نتائج پر اعتراضات اٹھائے۔ الیکشن کمیشن کے مطابق پولنگ کا عمل پرامن رہا اور ٹرن آؤٹ گزشتہ انتخابات کے مقابلے میں بہتر رہا۔ شہریوں کی بڑی تعداد نے اپنا حق رائے دہی استعمال کیا۔ کراچی میں پیش آنے والے واقعات اور انتخابی نتائج سے متعلق تفصیلی رپورٹ جاری کی گئی ہے جس میں مختلف حلقوں کے نتائج اور ووٹوں کی تعداد شامل ہے۔ امیدواروں نے اپنی کامیابی کا اعلان کیا جبکہ مخالفین نے نتائج پر اعتراضات اٹھائے۔ الیکشن کمیشن کے مطابق پولنگ کا عمل پرامن رہا اور ٹرن آؤٹ گزشتہ انتخابات کے مقابلے میں بہتر رہا۔ شہریوں کی بڑی تعداد نے اپنا حق رائے دہی استعمال کیا۔ bbox=[528, 1635, 611, 1889]
section-heading: چیمبر 13 نتائج bbox=[440, 1121, 524, 1133]
column-1 bbox=[613, 18, 701, 1970]
article-text: کراچی میں پیش آنے والے واقعات اور انتخابی نتائج سے متعلق تفصیلی رپورٹ جاری کی گئی ہے جس میں مختلف حلقوں کے نتائج اور ووٹوں کی تعداد شامل ہے۔ امیدواروں نے اپنی کامیابی کا اعلان کیا جبکہ مخالفین نے نتائج پر اعتراضات اٹھائے۔ الیکشن کمیشن کے مطابق پولنگ کا عمل پرامن رہا اور ٹرن آؤٹ گزشتہ انتخابات کے مقابلے میں بہتر رہا۔ شہریوں کی بڑی تعداد نے اپنا حق رائے دہی استعمال کیا۔ کراچی میں پیش آنے والے واقعات اور انتخابی نتائج سے متعلق تفصیلی رپورٹ جاری کی گئی ہے جس میں مختلف حلقوں کے نتائج اور ووٹوں کی تعداد شامل ہے۔ امیدواروں نے اپنی کامیابی کا اعلان کیا جبکہ مخالفین نے نتائج پر اعتراضات اٹھائے۔ الیکشن کمیشن کے مطابق پولنگ کا عمل پرامن رہا اور ٹرن آؤٹ گزشتہ انتخابات کے مقابلے میں بہتر رہا۔ شہریوں کی بڑی تعداد نے اپنا حق رائے دہی استعمال کیا۔ کراچی میں پیش آنے والے واقعات اور انتخابی نتائج سے متعلق تفصیلی رپورٹ جاری کی گئی ہے جس میں مختلف حلقوں کے نتائج اور ووٹوں کی تعداد شامل ہے۔ امیدواروں نے اپنی کامیابی کا اعلان کیا جبکہ مخالفین نے نتائج پر اعتراضات اٹھائے۔ الیکشن کمیشن کے مطابق پولنگ کا عمل پرامن رہا اور ٹرن آؤٹ گزشتہ انتخابات کے مقابلے میں بہتر رہا۔ شہریوں کی بڑی تعداد نے اپنا حق رائے دہی استعمال کیا۔ کراچی میں پیش آنے والے واقعات اور انتخابی نتائج سے متعلق تفصیلی رپورٹ جاری کی گئی ہے جس میں مختلف حلقوں کے نتائج اور ووٹوں کی تعداد شامل ہے۔ امیدواروں نے اپنی کامیابی کا اعلان کیا جبکہ مخالفین نے نتائج پر اعتراضات اٹھائے۔ الیکشن کمیشن کے مطابق پولنگ کا عمل پرامن رہا اور ٹرن آؤٹ گزشتہ انتخابات کے مقابلے میں بہتر رہا۔ شہریوں کی بڑی تعداد نے اپنا حق رائے دہی استعمال کیا۔ کراچی میں پیش آنے والے واقعات اور انتخابی نتائج سے متعلق تفصیلی رپورٹ جاری کی گئی ہے جس میں مختلف حلقوں کے نتائج اور ووٹوں کی تعداد شامل ہے۔ امیدواروں نے اپنی کامیابی کا اعلان کیا جبکہ مخالفین نے نتائج پر اعتراضات اٹھائے۔ الیکشن کمیشن کے مطابق پولنگ کا عمل پرامن رہا اور ٹرن آؤٹ گزشتہ انتخابات کے مقابلے میں بہتر رہا۔ شہریوں کی بڑی تعداد نے اپنا حق رائے دہی استعمال کیا۔ bbox=[353, 290, 436, 928]
article-text: کراچی میں پیش آنے والے واقعات اور انتخابی نتائج سے متعلق تفصیلی رپورٹ جاری کی گئی ہے جس میں مختلف حلقوں کے نتائج اور ووٹوں کی تعداد شامل ہے۔ امیدواروں نے اپنی کامیابی کا اعلان کیا جبکہ مخالفین نے نتائج پر اعتراضات اٹھائے۔ الیکشن کمیشن کے مطابق پولنگ کا عمل پرامن رہا اور ٹرن آؤٹ گزشتہ انتخابات کے مقابلے میں بہتر رہا۔ شہریوں کی بڑی تعداد نے اپنا حق رائے دہی استعمال کیا۔ کراچی میں پیش آنے والے واقعات اور انتخابی نتائج سے متعلق تفصیلی رپورٹ جاری کی گئی ہے جس میں مختلف حلقوں کے نتائج اور ووٹوں کی تعداد شامل ہے۔ امیدواروں نے اپنی کامیابی کا اعلان کیا جبکہ مخالفین نے نتائج پر اعتراضات اٹھائے۔ الیکشن کمیشن کے مطابق پولنگ کا عمل پرامن رہا اور ٹرن آؤٹ گزشتہ انتخابات کے مقابلے میں بہتر رہا۔ شہریوں کی بڑی تعداد نے اپنا حق رائے دہی استعمال کیا۔ کراچی میں پیش آنے والے واقعات اور انتخابی نتائج سے متعلق تفصیلی رپورٹ جاری کی گئی ہے جس میں مختلف حلقوں کے نتائج اور ووٹوں کی تعداد شامل ہے۔ امیدواروں نے اپنی کامیابی کا اعلان کیا جبکہ مخالفین نے نتائج پر اعتراضات اٹھائے۔ الیکشن کمیشن کے مطابق پولنگ کا عمل پرامن رہا اور ٹرن آؤٹ گزشتہ انتخابات کے مقابلے میں بہتر رہا۔ شہریوں کی بڑی تعداد نے اپنا حق رائے دہی استعمال کیا۔ bbox=[177, 1361, 261, 1743]
subheadline-fire: فائر بریگیڈ کی عدم موجودگی سے آگ پر قابو پانے میں مشکلات bbox=[3, 946, 85, 995]
article-text: کراچی میں پیش آنے والے واقعات اور انتخابی نتائج سے متعلق تفصیلی رپورٹ جاری کی گئی ہے جس میں مختلف حلقوں کے نتائج اور ووٹوں کی تعداد شامل ہے۔ امیدواروں نے اپنی کامیابی کا اعلان کیا جبکہ مخالفین نے نتائج پر اعتراضات اٹھائے۔ الیکشن کمیشن کے مطابق پولنگ کا عمل پرامن رہا اور ٹرن آؤٹ گزشتہ انتخابات کے مقابلے میں بہتر رہا۔ شہریوں کی بڑی تعداد نے اپنا حق رائے دہی استعمال کیا۔ کراچی میں پیش آنے والے واقعات اور انتخابی نتائج سے متعلق تفصیلی رپورٹ جاری کی گئی ہے جس میں مختلف حلقوں کے نتائج اور ووٹوں کی تعداد شامل ہے۔ امیدواروں نے اپنی کامیابی کا اعلان کیا جبکہ مخالفین نے نتائج پر اعتراضات اٹھائے۔ الیکشن کمیشن کے مطابق پولنگ کا عمل پرامن رہا اور ٹرن آؤٹ گزشتہ انتخابات کے مقابلے میں بہتر رہا۔ شہریوں کی بڑی تعداد نے اپنا حق رائے دہی استعمال کیا۔ bbox=[177, 1905, 261, 2159]
section-heading: چیمبر 34 نتائج bbox=[177, 946, 261, 959]
section-heading: چیمبر 7 نتائج bbox=[528, 1619, 612, 1632]
section-heading: چیمبر 37 نتائج bbox=[177, 1890, 261, 1902]
section-heading: چیمبر 29 نتائج bbox=[265, 1762, 349, 1774]
article-text: کراچی میں پیش آنے والے واقعات اور انتخابی نتائج سے متعلق تفصیلی رپورٹ جاری کی گئی ہے جس میں مختلف حلقوں کے نتائج اور ووٹوں کی تعداد شامل ہے۔ امیدواروں نے اپنی کامیابی کا اعلان کیا جبکہ مخالفین نے نتائج پر اعتراضات اٹھائے۔ الیکشن کمیشن کے مطابق پولنگ کا عمل پرامن رہا اور ٹرن آؤٹ گزشتہ انتخابات کے مقابلے میں بہتر رہا۔ شہریوں کی بڑی تعداد نے اپنا حق رائے دہی استعمال کیا۔ کراچی میں پیش آنے والے واقعات اور انتخابی نتائج سے متعلق تفصیلی رپورٹ جاری کی گئی ہے جس میں مختلف حلقوں کے نتائج اور ووٹوں کی تعداد شامل ہے۔ امیدواروں نے اپنی کامیابی کا اعلان کیا جبکہ مخالفین نے نتائج پر اعتراضات اٹھائے۔ الیکشن کمیشن کے مطابق پولنگ کا عمل پرامن رہا اور ٹرن آؤٹ گزشتہ انتخابات کے مقابلے میں بہتر رہا۔ شہریوں کی بڑی تعداد نے اپنا حق رائے دہی استعمال کیا۔ کراچی میں پیش آنے والے واقعات اور انتخابی نتائج سے متعلق تفصیلی رپورٹ جاری کی گئی ہے جس میں مختلف حلقوں کے نتائج اور ووٹوں کی تعداد شامل ہے۔ امیدواروں نے اپنی کامیابی کا اعلان کیا جبکہ مخالفین نے نتائج پر اعتراضات اٹھائے۔ الیکشن کمیشن کے مطابق پولنگ کا عمل پرامن رہا اور ٹرن آؤٹ گزشتہ انتخابات کے مقابلے میں بہتر رہا۔ شہریوں کی بڑی تعداد نے اپنا حق رائے دہی استعمال کیا۔ کراچی میں پیش آنے والے واقعات اور انتخابی نتائج سے متعلق تفصیلی رپورٹ جاری کی گئی ہے جس میں مختلف حلقوں کے نتائج اور ووٹوں کی تعداد شامل ہے۔ امیدواروں نے اپنی کامیابی کا اعلان کیا جبکہ مخالفین نے نتائج پر اعتراضات اٹھائے۔ الیکشن کمیشن کے مطابق پولنگ کا عمل پرامن رہا اور ٹرن آؤٹ گزشتہ انتخابات کے مقابلے میں بہتر رہا۔ شہریوں کی بڑی تعداد نے اپنا حق رائے دہی استعمال کیا۔ کراچی میں پیش آنے والے واقعات اور انتخابی نتائج سے متعلق تفصیلی رپورٹ جاری کی گئی ہے جس میں مختلف حلقوں کے نتائج اور ووٹوں کی تعداد شامل ہے۔ امیدواروں نے اپنی کامیابی کا اعلان کیا جبکہ مخالفین نے نتائج پر اعتراضات اٹھائے۔ الیکشن کمیشن کے مطابق پولنگ کا عمل پرامن رہا اور ٹرن آؤٹ گزشتہ انتخابات کے مقابلے میں بہتر رہا۔ شہریوں کی بڑی تعداد نے اپنا حق رائے دہی استعمال کیا۔ کراچی میں پیش آنے والے واقعات اور انتخابی نتائج سے متعلق تفصیلی رپورٹ جاری کی گئی ہے جس میں مختلف حلقوں کے نتائج اور ووٹوں کی تعداد شامل ہے۔ امیدواروں نے اپنی کامیابی کا اعلان کیا جبکہ مخالفین نے نتائج پر اعتراضات اٹھائے۔ الیکشن کمیشن کے مطابق پولنگ کا عمل پرامن رہا اور ٹرن آؤٹ گزشتہ انتخابات کے مقابلے میں بہتر رہا۔ شہریوں کی بڑی تعداد نے اپنا حق رائے دہی استعمال کیا۔ کراچی میں پیش آنے والے واقعات اور انتخابی نتائج سے متعلق تفصیلی رپورٹ جاری کی گئی ہے جس میں مختلف حلقوں کے نتائج اور ووٹوں کی تعداد شامل ہے۔ امیدواروں نے اپنی کامیابی کا اعلان کیا جبکہ مخالفین نے نتائج پر اعتراضات اٹھائے۔ الیکشن کمیشن کے مطابق پولنگ کا عمل پرامن رہا اور ٹرن آؤٹ گزشتہ انتخابات کے مقابلے میں بہتر رہا۔ شہریوں کی بڑی تعداد نے اپنا حق رائے دہی استعمال کیا۔ bbox=[90, 1187, 173, 2082]
section-heading: چیمبر 26 نتائج bbox=[265, 562, 349, 574]
article-text: کراچی میں پیش آنے والے واقعات اور انتخابی نتائج سے متعلق تفصیلی رپورٹ جاری کی گئی ہے جس میں مختلف حلقوں کے نتائج اور ووٹوں کی تعداد شامل ہے۔ امیدواروں نے اپنی کامیابی کا اعلان کیا جبکہ مخالفین نے نتائج پر اعتراضات اٹھائے۔ الیکشن کمیشن کے مطابق پولنگ کا عمل پرامن رہا اور ٹرن آؤٹ گزشتہ انتخابات کے مقابلے میں بہتر رہا۔ شہریوں کی بڑی تعداد نے اپنا حق رائے دہی استعمال کیا۔ bbox=[177, 2177, 261, 2302]
section-heading: چیمبر 18 نتائج bbox=[440, 2351, 524, 2364]
column-6 bbox=[175, 18, 263, 2302]
article-text: کراچی میں پیش آنے والے واقعات اور انتخابی نتائج سے متعلق تفصیلی رپورٹ جاری کی گئی ہے جس میں مختلف حلقوں کے نتائج اور ووٹوں کی تعداد شامل ہے۔ امیدواروں نے اپنی کامیابی کا اعلان کیا جبکہ مخالفین نے نتائج پر اعتراضات اٹھائے۔ الیکشن کمیشن کے مطابق پولنگ کا عمل پرامن رہا اور ٹرن آؤٹ گزشتہ انتخابات کے مقابلے میں بہتر رہا۔ شہریوں کی بڑی تعداد نے اپنا حق رائے دہی استعمال کیا۔ bbox=[265, 2320, 348, 2445]
section-heading: چیمبر 12 نتائج bbox=[440, 977, 524, 990]
article-text: کراچی میں پیش آنے والے واقعات اور انتخابی نتائج سے متعلق تفصیلی رپورٹ جاری کی گئی ہے جس میں مختلف حلقوں کے نتائج اور ووٹوں کی تعداد شامل ہے۔ امیدواروں نے اپنی کامیابی کا اعلان کیا جبکہ مخالفین نے نتائج پر اعتراضات اٹھائے۔ الیکشن کمیشن کے مطابق پولنگ کا عمل پرامن رہا اور ٹرن آؤٹ گزشتہ انتخابات کے مقابلے میں بہتر رہا۔ شہریوں کی بڑی تعداد نے اپنا حق رائے دہی استعمال کیا۔ کراچی میں پیش آنے والے واقعات اور انتخابی نتائج سے متعلق تفصیلی رپورٹ جاری کی گئی ہے جس میں مختلف حلقوں کے نتائج اور ووٹوں کی تعداد شامل ہے۔ امیدواروں نے اپنی کامیابی کا اعلان کیا جبکہ مخالفین نے نتائج پر اعتراضات اٹھائے۔ الیکشن کمیشن کے مطابق پولنگ کا عمل پرامن رہا اور ٹرن آؤٹ گزشتہ انتخابات کے مقابلے میں بہتر رہا۔ شہریوں کی بڑی تعداد نے اپنا حق رائے دہی استعمال کیا۔ کراچی میں پیش آنے والے واقعات اور انتخابی نتائج سے متعلق تفصیلی رپورٹ جاری کی گئی ہے جس میں مختلف حلقوں کے نتائج اور ووٹوں کی تعداد شامل ہے۔ امیدواروں نے اپنی کامیابی کا اعلان کیا جبکہ مخالفین نے نتائج پر اعتراضات اٹھائے۔ الیکشن کمیشن کے مطابق پولنگ کا عمل پرامن رہا اور ٹرن آؤٹ گزشتہ انتخابات کے مقابلے میں بہتر رہا۔ شہریوں کی بڑی تعداد نے اپنا حق رائے دہی استعمال کیا۔ bbox=[440, 1135, 524, 1518]
section-heading: چیمبر 20 نتائج bbox=[353, 931, 437, 944]
article-text: کراچی میں پیش آنے والے واقعات اور انتخابی نتائج سے متعلق تفصیلی رپورٹ جاری کی گئی ہے جس میں مختلف حلقوں کے نتائج اور ووٹوں کی تعداد شامل ہے۔ امیدواروں نے اپنی کامیابی کا اعلان کیا جبکہ مخالفین نے نتائج پر اعتراضات اٹھائے۔ الیکشن کمیشن کے مطابق پولنگ کا عمل پرامن رہا اور ٹرن آؤٹ گزشتہ انتخابات کے مقابلے میں بہتر رہا۔ شہریوں کی بڑی تعداد نے اپنا حق رائے دہی استعمال کیا۔ کراچی میں پیش آنے والے واقعات اور انتخابی نتائج سے متعلق تفصیلی رپورٹ جاری کی گئی ہے جس میں مختلف حلقوں کے نتائج اور ووٹوں کی تعداد شامل ہے۔ امیدواروں نے اپنی کامیابی کا اعلان کیا جبکہ مخالفین نے نتائج پر اعتراضات اٹھائے۔ الیکشن کمیشن کے مطابق پولنگ کا عمل پرامن رہا اور ٹرن آؤٹ گزشتہ انتخابات کے مقابلے میں بہتر رہا۔ شہریوں کی بڑی تعداد نے اپنا حق رائے دہی استعمال کیا۔ bbox=[177, 18, 261, 271]
article-text: کراچی میں پیش آنے والے واقعات اور انتخابی نتائج سے متعلق تفصیلی رپورٹ جاری کی گئی ہے جس میں مختلف حلقوں کے نتائج اور ووٹوں کی تعداد شامل ہے۔ امیدواروں نے اپنی کامیابی کا اعلان کیا جبکہ مخالفین نے نتائج پر اعتراضات اٹھائے۔ الیکشن کمیشن کے مطابق پولنگ کا عمل پرامن رہا اور ٹرن آؤٹ گزشتہ انتخابات کے مقابلے میں بہتر رہا۔ شہریوں کی بڑی تعداد نے اپنا حق رائے دہی استعمال کیا۔ کراچی میں پیش آنے والے واقعات اور انتخابی نتائج سے متعلق تفصیلی رپورٹ جاری کی گئی ہے جس میں مختلف حلقوں کے نتائج اور ووٹوں کی تعداد شامل ہے۔ امیدواروں نے اپنی کامیابی کا اعلان کیا جبکہ مخالفین نے نتائج پر اعتراضات اٹھائے۔ الیکشن کمیشن کے مطابق پولنگ کا عمل پرامن رہا اور ٹرن آؤٹ گزشتہ انتخابات کے مقابلے میں بہتر رہا۔ شہریوں کی بڑی تعداد نے اپنا حق رائے دہی استعمال کیا۔ bbox=[2, 1137, 85, 1391]
boxed-news bbox=[2, 878, 86, 1134]
article-text: کراچی میں پیش آنے والے واقعات اور انتخابی نتائج سے متعلق تفصیلی رپورٹ جاری کی گئی ہے جس میں مختلف حلقوں کے نتائج اور ووٹوں کی تعداد شامل ہے۔ امیدواروں نے اپنی کامیابی کا اعلان کیا جبکہ مخالفین نے نتائج پر اعتراضات اٹھائے۔ الیکشن کمیشن کے مطابق پولنگ کا عمل پرامن رہا اور ٹرن آؤٹ گزشتہ انتخابات کے مقابلے میں بہتر رہا۔ شہریوں کی بڑی تعداد نے اپنا حق رائے دہی استعمال کیا۔ bbox=[5, 997, 83, 1131]
column-2 bbox=[526, 18, 613, 1889]
section-heading: چیمبر 4 نتائج bbox=[528, 548, 612, 560]
column-5 bbox=[263, 18, 350, 2445]
article-text: کراچی میں پیش آنے والے واقعات اور انتخابی نتائج سے متعلق تفصیلی رپورٹ جاری کی گئی ہے جس میں مختلف حلقوں کے نتائج اور ووٹوں کی تعداد شامل ہے۔ امیدواروں نے اپنی کامیابی کا اعلان کیا جبکہ مخالفین نے نتائج پر اعتراضات اٹھائے۔ الیکشن کمیشن کے مطابق پولنگ کا عمل پرامن رہا اور ٹرن آؤٹ گزشتہ انتخابات کے مقابلے میں بہتر رہا۔ شہریوں کی بڑی تعداد نے اپنا حق رائے دہی استعمال کیا۔ کراچی میں پیش آنے والے واقعات اور انتخابی نتائج سے متعلق تفصیلی رپورٹ جاری کی گئی ہے جس میں مختلف حلقوں کے نتائج اور ووٹوں کی تعداد شامل ہے۔ امیدواروں نے اپنی کامیابی کا اعلان کیا جبکہ مخالفین نے نتائج پر اعتراضات اٹھائے۔ الیکشن کمیشن کے مطابق پولنگ کا عمل پرامن رہا اور ٹرن آؤٹ گزشتہ انتخابات کے مقابلے میں بہتر رہا۔ شہریوں کی بڑی تعداد نے اپنا حق رائے دہی استعمال کیا۔ bbox=[440, 1951, 524, 2205]
article-text: کراچی میں پیش آنے والے واقعات اور انتخابی نتائج سے متعلق تفصیلی رپورٹ جاری کی گئی ہے جس میں مختلف حلقوں کے نتائج اور ووٹوں کی تعداد شامل ہے۔ امیدواروں نے اپنی کامیابی کا اعلان کیا جبکہ مخالفین نے نتائج پر اعتراضات اٹھائے۔ الیکشن کمیشن کے مطابق پولنگ کا عمل پرامن رہا اور ٹرن آؤٹ گزشتہ انتخابات کے مقابلے میں بہتر رہا۔ شہریوں کی بڑی تعداد نے اپنا حق رائے دہی استعمال کیا۔ bbox=[265, 1776, 348, 1902]
article-text: کراچی میں پیش آنے والے واقعات اور انتخابی نتائج سے متعلق تفصیلی رپورٹ جاری کی گئی ہے جس میں مختلف حلقوں کے نتائج اور ووٹوں کی تعداد شامل ہے۔ امیدواروں نے اپنی کامیابی کا اعلان کیا جبکہ مخالفین نے نتائج پر اعتراضات اٹھائے۔ الیکشن کمیشن کے مطابق پولنگ کا عمل پرامن رہا اور ٹرن آؤٹ گزشتہ انتخابات کے مقابلے میں بہتر رہا۔ شہریوں کی بڑی تعداد نے اپنا حق رائے دہی استعمال کیا۔ bbox=[440, 1807, 524, 1933]
article-text: کراچی میں پیش آنے والے واقعات اور انتخابی نتائج سے متعلق تفصیلی رپورٹ جاری کی گئی ہے جس میں مختلف حلقوں کے نتائج اور ووٹوں کی تعداد شامل ہے۔ امیدواروں نے اپنی کامیابی کا اعلان کیا جبکہ مخالفین نے نتائج پر اعتراضات اٹھائے۔ الیکشن کمیشن کے مطابق پولنگ کا عمل پرامن رہا اور ٹرن آؤٹ گزشتہ انتخابات کے مقابلے میں بہتر رہا۔ شہریوں کی بڑی تعداد نے اپنا حق رائے دہی استعمال کیا۔ bbox=[265, 161, 348, 287]
article-text: کراچی میں پیش آنے والے واقعات اور انتخابی نتائج سے متعلق تفصیلی رپورٹ جاری کی گئی ہے جس میں مختلف حلقوں کے نتائج اور ووٹوں کی تعداد شامل ہے۔ امیدواروں نے اپنی کامیابی کا اعلان کیا جبکہ مخالفین نے نتائج پر اعتراضات اٹھائے۔ الیکشن کمیشن کے مطابق پولنگ کا عمل پرامن رہا اور ٹرن آؤٹ گزشتہ انتخابات کے مقابلے میں بہتر رہا۔ شہریوں کی بڑی تعداد نے اپنا حق رائے دہی استعمال کیا۔ کراچی میں پیش آنے والے واقعات اور انتخابی نتائج سے متعلق تفصیلی رپورٹ جاری کی گئی ہے جس میں مختلف حلقوں کے نتائج اور ووٹوں کی تعداد شامل ہے۔ امیدواروں نے اپنی کامیابی کا اعلان کیا جبکہ مخالفین نے نتائج پر اعتراضات اٹھائے۔ الیکشن کمیشن کے مطابق پولنگ کا عمل پرامن رہا اور ٹرن آؤٹ گزشتہ انتخابات کے مقابلے میں بہتر رہا۔ شہریوں کی بڑی تعداد نے اپنا حق رائے دہی استعمال کیا۔ کراچی میں پیش آنے والے واقعات اور انتخابی نتائج سے متعلق تفصیلی رپورٹ جاری کی گئی ہے جس میں مختلف حلقوں کے نتائج اور ووٹوں کی تعداد شامل ہے۔ امیدواروں نے اپنی کامیابی کا اعلان کیا جبکہ مخالفین نے نتائج پر اعتراضات اٹھائے۔ الیکشن کمیشن کے مطابق پولنگ کا عمل پرامن رہا اور ٹرن آؤٹ گزشتہ انتخابات کے مقابلے میں بہتر رہا۔ شہریوں کی بڑی تعداد نے اپنا حق رائے دہی استعمال کیا۔ کراچی میں پیش آنے والے واقعات اور انتخابی نتائج سے متعلق تفصیلی رپورٹ جاری کی گئی ہے جس میں مختلف حلقوں کے نتائج اور ووٹوں کی تعداد شامل ہے۔ امیدواروں نے اپنی کامیابی کا اعلان کیا جبکہ مخالفین نے نتائج پر اعتراضات اٹھائے۔ الیکشن کمیشن کے مطابق پولنگ کا عمل پرامن رہا اور ٹرن آؤٹ گزشتہ انتخابات کے مقابلے میں بہتر رہا۔ شہریوں کی بڑی تعداد نے اپنا حق رائے دہی استعمال کیا۔ bbox=[265, 576, 348, 1087]
subheadline-iftar: عوام اور تاجروں کی جان و مال کا تحفظ اولین ترجیح ہے، ایس ایس پی کا خطاب bbox=[1, 345, 88, 393]
article-text: کراچی میں پیش آنے والے واقعات اور انتخابی نتائج سے متعلق تفصیلی رپورٹ جاری کی گئی ہے جس میں مختلف حلقوں کے نتائج اور ووٹوں کی تعداد شامل ہے۔ امیدواروں نے اپنی کامیابی کا اعلان کیا جبکہ مخالفین نے نتائج پر اعتراضات اٹھائے۔ الیکشن کمیشن کے مطابق پولنگ کا عمل پرامن رہا اور ٹرن آؤٹ گزشتہ انتخابات کے مقابلے میں بہتر رہا۔ شہریوں کی بڑی تعداد نے اپنا حق رائے دہی استعمال کیا۔ bbox=[177, 1761, 261, 1887]
section-heading: چیمبر 9 نتائج bbox=[440, 418, 524, 431]
section-heading: چیمبر 33 نتائج bbox=[177, 674, 261, 687]
section-heading: چیمبر 21 نتائج bbox=[353, 946, 437, 958]
headline-environment: زیریں سندھ کے اضلاع میں ماحولیاتی نظام شدید خطرات سے دوچار bbox=[1, 18, 88, 85]
section-heading: چیمبر 42 نتائج bbox=[2, 1794, 86, 1806]
section-heading: چیمبر 31 نتائج bbox=[265, 2305, 349, 2318]
masthead bbox=[0, 0, 701, 16]
section-heading: چیمبر 28 نتائج bbox=[265, 1233, 349, 1246]
section-heading: چیمبر 30 نتائج bbox=[265, 1905, 349, 1918]
section-heading: چیمبر 16 نتائج bbox=[440, 1936, 524, 1948]
masthead-english-title: THE DAILY UMMAT, KARACHI,MONDAY MARCH 16,2026 bbox=[3, 1, 263, 13]
section-heading: چیمبر 24 نتائج bbox=[265, 147, 349, 159]
article-text: کراچی میں پیش آنے والے واقعات اور انتخابی نتائج سے متعلق تفصیلی رپورٹ جاری کی گئی ہے جس میں مختلف حلقوں کے نتائج اور ووٹوں کی تعداد شامل ہے۔ امیدواروں نے اپنی کامیابی کا اعلان کیا جبکہ مخالفین نے نتائج پر اعتراضات اٹھائے۔ الیکشن کمیشن کے مطابق پولنگ کا عمل پرامن رہا اور ٹرن آؤٹ گزشتہ انتخابات کے مقابلے میں بہتر رہا۔ شہریوں کی بڑی تعداد نے اپنا حق رائے دہی استعمال کیا۔ bbox=[265, 18, 348, 144]
article-text: کراچی میں پیش آنے والے واقعات اور انتخابی نتائج سے متعلق تفصیلی رپورٹ جاری کی گئی ہے جس میں مختلف حلقوں کے نتائج اور ووٹوں کی تعداد شامل ہے۔ امیدواروں نے اپنی کامیابی کا اعلان کیا جبکہ مخالفین نے نتائج پر اعتراضات اٹھائے۔ الیکشن کمیشن کے مطابق پولنگ کا عمل پرامن رہا اور ٹرن آؤٹ گزشتہ انتخابات کے مقابلے میں بہتر رہا۔ شہریوں کی بڑی تعداد نے اپنا حق رائے دہی استعمال کیا۔ کراچی میں پیش آنے والے واقعات اور انتخابی نتائج سے متعلق تفصیلی رپورٹ جاری کی گئی ہے جس میں مختلف حلقوں کے نتائج اور ووٹوں کی تعداد شامل ہے۔ امیدواروں نے اپنی کامیابی کا اعلان کیا جبکہ مخالفین نے نتائج پر اعتراضات اٹھائے۔ الیکشن کمیشن کے مطابق پولنگ کا عمل پرامن رہا اور ٹرن آؤٹ گزشتہ انتخابات کے مقابلے میں بہتر رہا۔ شہریوں کی بڑی تعداد نے اپنا حق رائے دہی استعمال کیا۔ کراچی میں پیش آنے والے واقعات اور انتخابی نتائج سے متعلق تفصیلی رپورٹ جاری کی گئی ہے جس میں مختلف حلقوں کے نتائج اور ووٹوں کی تعداد شامل ہے۔ امیدواروں نے اپنی کامیابی کا اعلان کیا جبکہ مخالفین نے نتائج پر اعتراضات اٹھائے۔ الیکشن کمیشن کے مطابق پولنگ کا عمل پرامن رہا اور ٹرن آؤٹ گزشتہ انتخابات کے مقابلے میں بہتر رہا۔ شہریوں کی بڑی تعداد نے اپنا حق رائے دہی استعمال کیا۔ کراچی میں پیش آنے والے واقعات اور انتخابی نتائج سے متعلق تفصیلی رپورٹ جاری کی گئی ہے جس میں مختلف حلقوں کے نتائج اور ووٹوں کی تعداد شامل ہے۔ امیدواروں نے اپنی کامیابی کا اعلان کیا جبکہ مخالفین نے نتائج پر اعتراضات اٹھائے۔ الیکشن کمیشن کے مطابق پولنگ کا عمل پرامن رہا اور ٹرن آؤٹ گزشتہ انتخابات کے مقابلے میں بہتر رہا۔ شہریوں کی بڑی تعداد نے اپنا حق رائے دہی استعمال کیا۔ کراچی میں پیش آنے والے واقعات اور انتخابی نتائج سے متعلق تفصیلی رپورٹ جاری کی گئی ہے جس میں مختلف حلقوں کے نتائج اور ووٹوں کی تعداد شامل ہے۔ امیدواروں نے اپنی کامیابی کا اعلان کیا جبکہ مخالفین نے نتائج پر اعتراضات اٹھائے۔ الیکشن کمیشن کے مطابق پولنگ کا عمل پرامن رہا اور ٹرن آؤٹ گزشتہ انتخابات کے مقابلے میں بہتر رہا۔ شہریوں کی بڑی تعداد نے اپنا حق رائے دہی استعمال کیا۔ کراچی میں پیش آنے والے واقعات اور انتخابی نتائج سے متعلق تفصیلی رپورٹ جاری کی گئی ہے جس میں مختلف حلقوں کے نتائج اور ووٹوں کی تعداد شامل ہے۔ امیدواروں نے اپنی کامیابی کا اعلان کیا جبکہ مخالفین نے نتائج پر اعتراضات اٹھائے۔ الیکشن کمیشن کے مطابق پولنگ کا عمل پرامن رہا اور ٹرن آؤٹ گزشتہ انتخابات کے مقابلے میں بہتر رہا۔ شہریوں کی بڑی تعداد نے اپنا حق رائے دہی استعمال کیا۔ کراچی میں پیش آنے والے واقعات اور انتخابی نتائج سے متعلق تفصیلی رپورٹ جاری کی گئی ہے جس میں مختلف حلقوں کے نتائج اور ووٹوں کی تعداد شامل ہے۔ امیدواروں نے اپنی کامیابی کا اعلان کیا جبکہ مخالفین نے نتائج پر اعتراضات اٹھائے۔ الیکشن کمیشن کے مطابق پولنگ کا عمل پرامن رہا اور ٹرن آؤٹ گزشتہ انتخابات کے مقابلے میں بہتر رہا۔ شہریوں کی بڑی تعداد نے اپنا حق رائے دہی استعمال کیا۔ کراچی میں پیش آنے والے واقعات اور انتخابی نتائج سے متعلق تفصیلی رپورٹ جاری کی گئی ہے جس میں مختلف حلقوں کے نتائج اور ووٹوں کی تعداد شامل ہے۔ امیدواروں نے اپنی کامیابی کا اعلان کیا جبکہ مخالفین نے نتائج پر اعتراضات اٹھائے۔ الیکشن کمیشن کے مطابق پولنگ کا عمل پرامن رہا اور ٹرن آؤٹ گزشتہ انتخابات کے مقابلے میں بہتر رہا۔ شہریوں کی بڑی تعداد نے اپنا حق رائے دہی استعمال کیا۔ کراچی میں پیش آنے والے واقعات اور انتخابی نتائج سے متعلق تفصیلی رپورٹ جاری کی گئی ہے جس میں مختلف حلقوں کے نتائج اور ووٹوں کی تعداد شامل ہے۔ امیدواروں نے اپنی کامیابی کا اعلان کیا جبکہ مخالفین نے نتائج پر اعتراضات اٹھائے۔ الیکشن کمیشن کے مطابق پولنگ کا عمل پرامن رہا اور ٹرن آؤٹ گزشتہ انتخابات کے مقابلے میں بہتر رہا۔ شہریوں کی بڑی تعداد نے اپنا حق رائے دہی استعمال کیا۔ bbox=[90, 18, 173, 1169]
section-heading: چیمبر 10 نتائج bbox=[440, 562, 524, 574]
column-3 bbox=[438, 18, 526, 2491]
section-heading: چیمبر 17 نتائج bbox=[440, 2207, 524, 2220]
column-8 bbox=[0, 18, 88, 2575]
section-heading: چیمبر 5 نتائج bbox=[528, 820, 612, 832]
